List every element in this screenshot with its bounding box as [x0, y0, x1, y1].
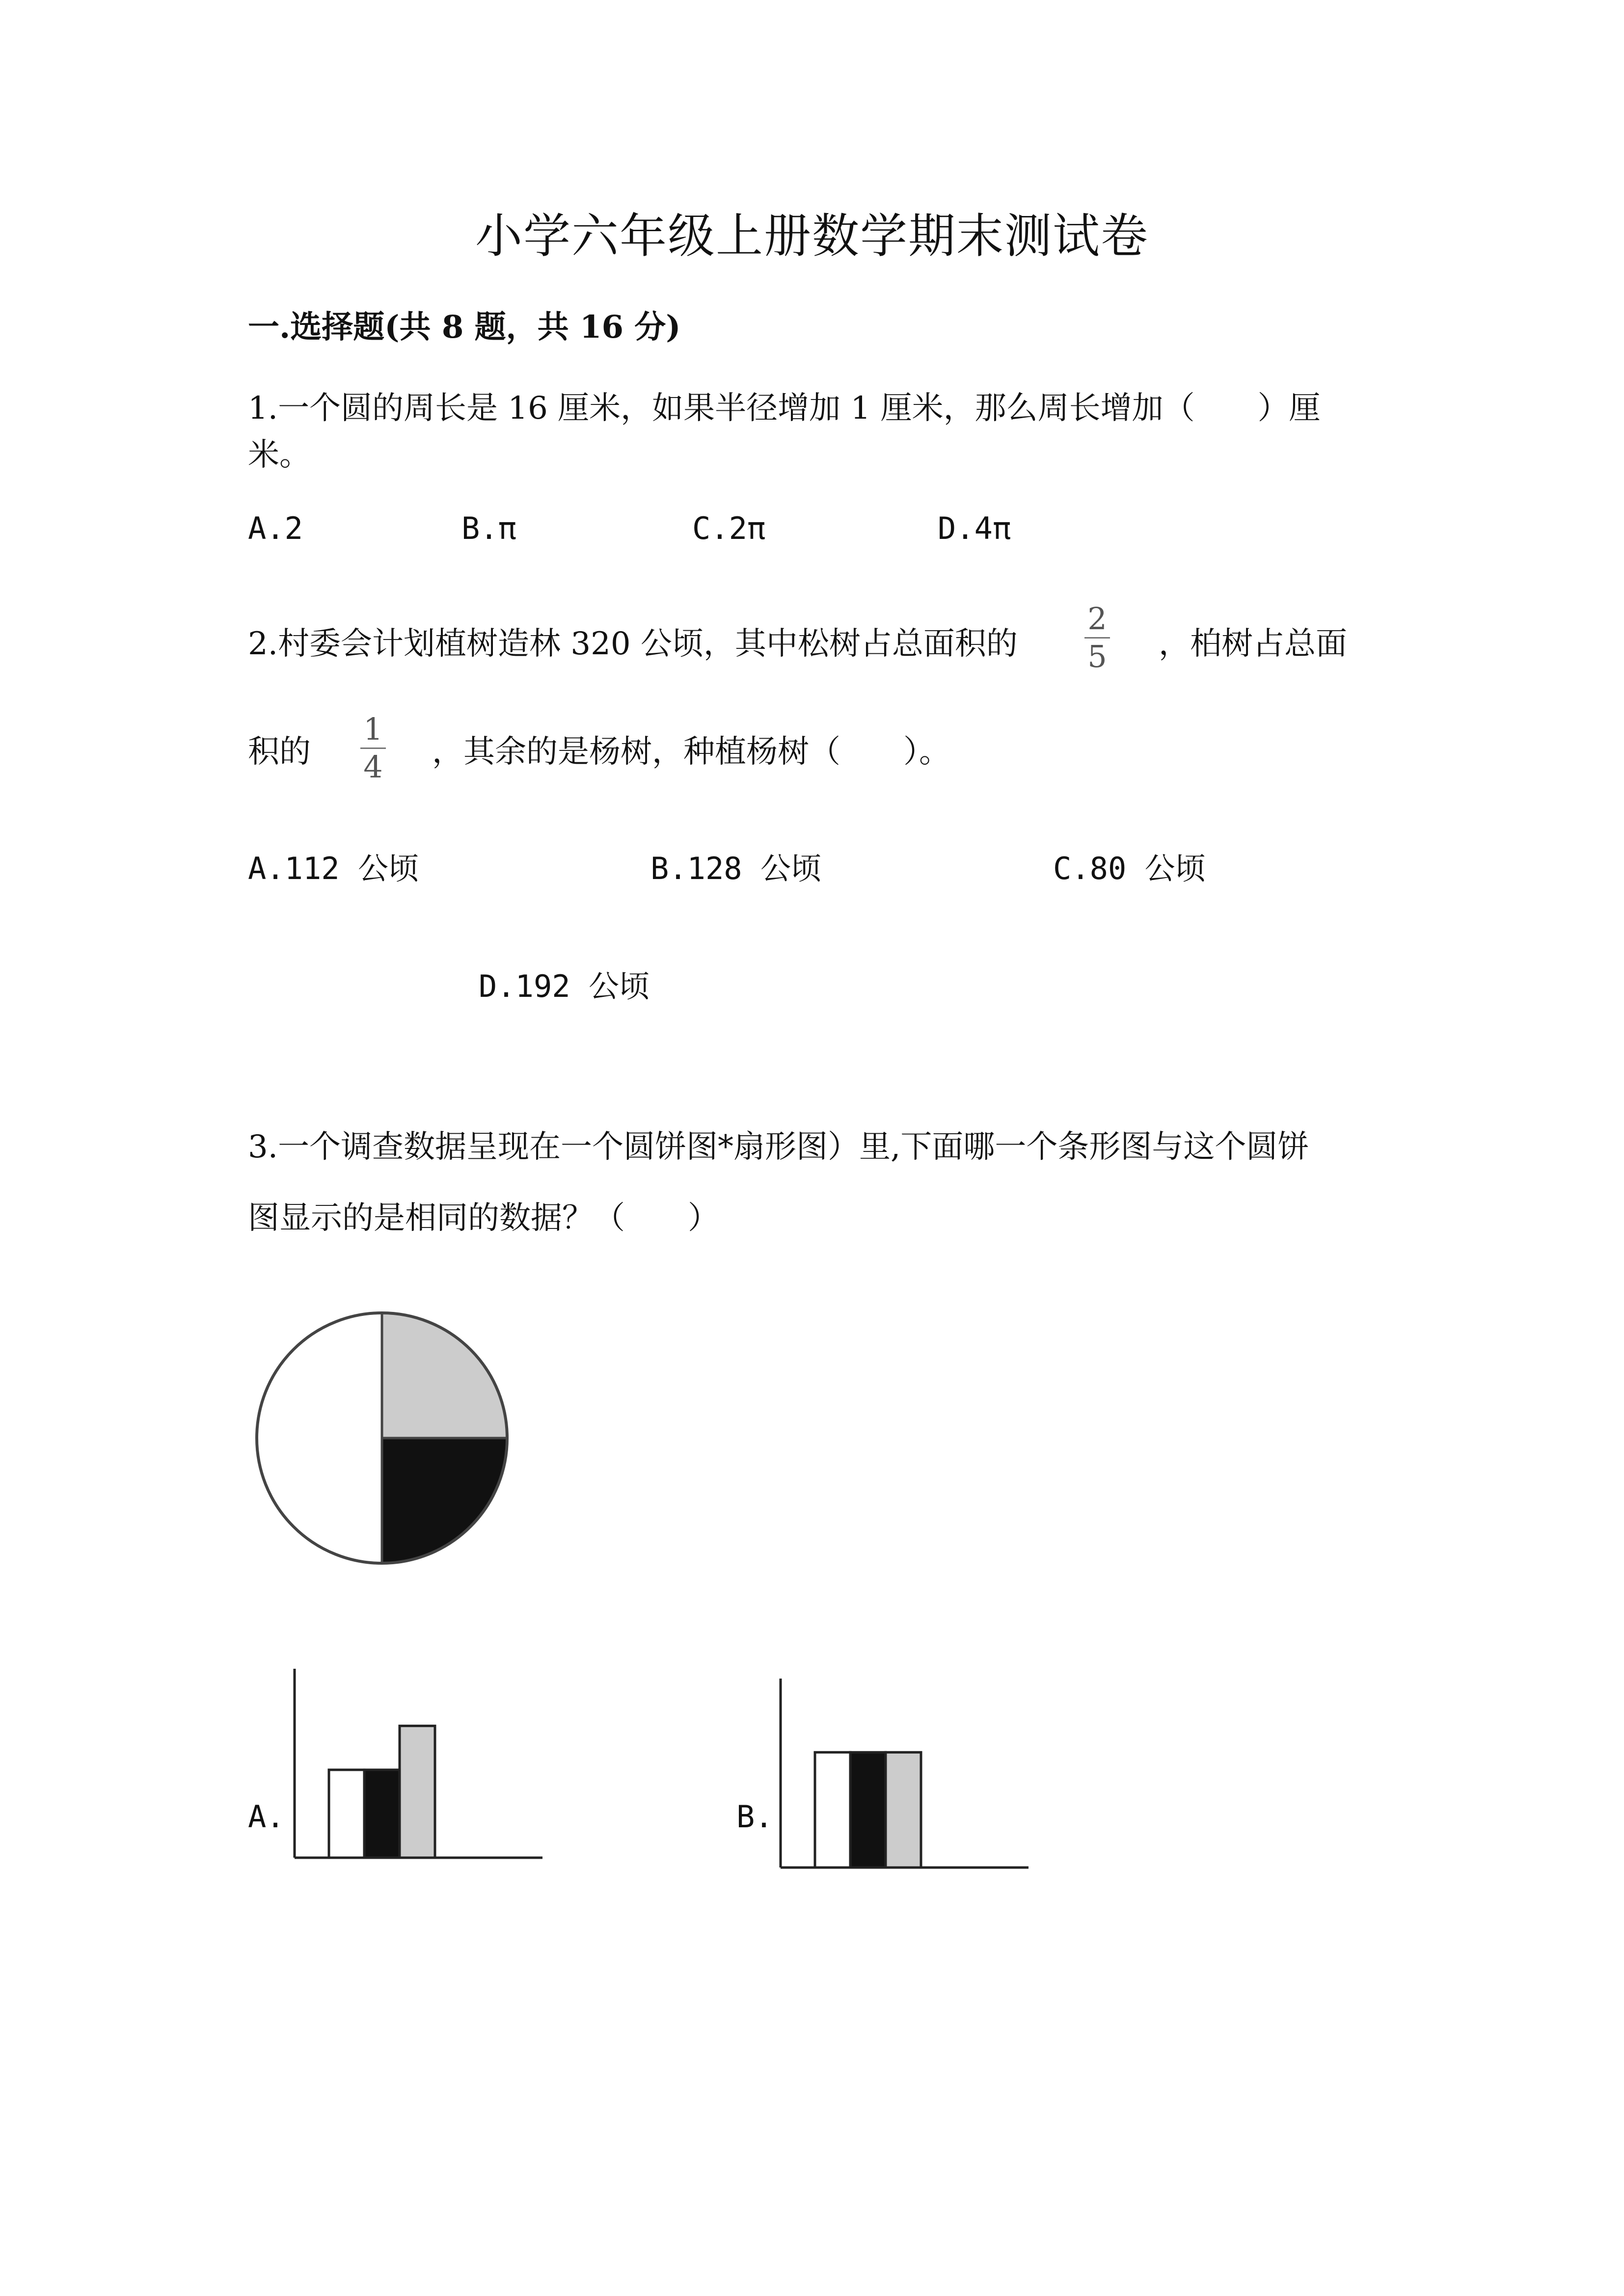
bar-3 [886, 1752, 921, 1868]
q2-option-d[interactable]: D.192 公顷 [479, 968, 650, 1004]
q2-option-c[interactable]: C.80 公顷 [1053, 851, 1206, 886]
q1-option-d[interactable]: D.4π [938, 510, 1011, 546]
question-2-line-2b: ，其余的是杨树，种植杨树（ ）。 [432, 734, 950, 770]
question-2-line-1b: ，柏树占总面 [1159, 626, 1347, 662]
q1-option-a[interactable]: A.2 [248, 510, 303, 546]
question-2-line-1a: 2.村委会计划植树造林 320 公顷，其中松树占总面积的 [248, 626, 1018, 662]
fraction-numerator: 2 [1087, 601, 1107, 637]
fraction-denominator: 5 [1087, 639, 1107, 674]
question-2-line-2a: 积的 [248, 734, 311, 770]
q1-option-b[interactable]: B.π [461, 510, 516, 546]
bar-2 [850, 1752, 886, 1868]
section-heading: 一.选择题(共 8 题，共 16 分) [248, 309, 681, 346]
q2-option-a[interactable]: A.112 公顷 [248, 851, 419, 886]
q3-option-b-label[interactable]: B. [736, 1799, 773, 1835]
question-1-line-2: 米。 [248, 437, 311, 473]
q2-option-b[interactable]: B.128 公顷 [650, 851, 821, 886]
question-3-line-1: 3.一个调查数据呈现在一个圆饼图*扇形图）里,下面哪一个条形图与这个圆饼 [248, 1129, 1309, 1165]
question-3-line-2: 图显示的是相同的数据？（ ） [248, 1200, 719, 1236]
q3-option-a-label[interactable]: A. [248, 1799, 285, 1835]
page-title: 小学六年级上册数学期末测试卷 [475, 209, 1149, 264]
fraction-numerator: 1 [363, 711, 383, 747]
bar-1 [815, 1752, 850, 1868]
question-1-line-1: 1.一个圆的周长是 16 厘米，如果半径增加 1 厘米，那么周长增加（ ）厘 [248, 390, 1321, 427]
fraction-denominator: 4 [363, 749, 383, 785]
q1-option-c[interactable]: C.2π [692, 510, 766, 546]
